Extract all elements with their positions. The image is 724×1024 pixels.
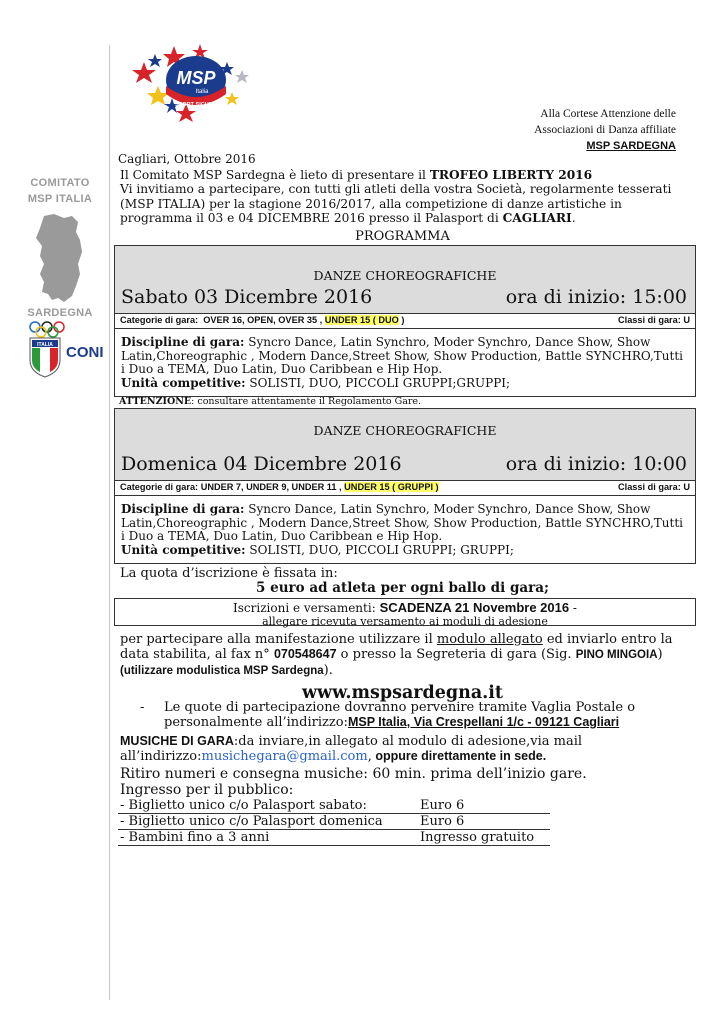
saturday-disciplines — [115, 329, 695, 392]
disciplines-text: Syncro Dance, Latin Synchro, Moder Synchro, Dance Show, Show Latin,Choreographic , Modern Dance,Street Show, Show Production, Battle SYNCHRO,Tutti i Duo a TEMA, Duo Latin, Duo Caribbean e Hip Hop. — [121, 502, 684, 544]
blue-star-icon — [148, 54, 162, 67]
units-text: SOLISTI, DUO, PICCOLI GRUPPI; GRUPPI; — [245, 542, 514, 557]
sidebar-sardegna: SARDEGNA — [27, 307, 93, 319]
price-value: Euro 6 — [420, 814, 465, 829]
participate-text-3: o presso la Segreteria di gara (Sig. — [336, 647, 572, 662]
sunday-classes: Classi di gara: U — [618, 482, 690, 492]
disciplines-label: Discipline di gara: — [121, 335, 245, 349]
participation-paragraph — [120, 632, 690, 679]
categories-values: UNDER 7, UNDER 9, UNDER 11 , — [200, 482, 342, 492]
silver-star-icon — [235, 70, 249, 83]
logo-sub: Italia — [195, 89, 209, 95]
saturday-categories-row — [115, 314, 695, 329]
sunday-disciplines — [115, 496, 695, 559]
saturday-day: Sabato 03 Dicembre 2016 — [121, 286, 373, 308]
units-text: SOLISTI, DUO, PICCOLI GRUPPI;GRUPPI; — [245, 375, 511, 390]
sunday-title: DANZE CHOREOGRAFICHE — [313, 423, 497, 438]
attention-text: : consultare attentamente il Regolamento Gare. — [191, 396, 422, 407]
music-bold-note: oppure direttamente in sede. — [371, 749, 547, 763]
music-comma: , — [367, 749, 372, 764]
deadline-suffix: - — [569, 601, 577, 615]
categories-label: Categorie di gara: — [120, 482, 199, 492]
yellow-star-icon — [225, 92, 239, 105]
intro-invite-line — [120, 182, 685, 225]
sunday-header — [115, 409, 695, 481]
logo-brand: MSP — [176, 68, 216, 88]
sidebar-msp-italia: MSP ITALIA — [27, 193, 93, 205]
saturday-time: ora di inizio: 15:00 — [505, 286, 687, 308]
categories-highlight: UNDER 15 ( DUO — [324, 315, 399, 325]
sidebar-comitato: COMITATO — [30, 177, 90, 189]
deadline-box — [114, 598, 696, 626]
categories-values: OVER 16, OPEN, OVER 35 , — [203, 315, 323, 325]
coni-shield-icon — [28, 336, 62, 378]
payment-address: MSP Italia, Via Crespellani 1/c - 09121 Cagliari — [347, 715, 620, 729]
fax-number: 070548647 — [273, 647, 337, 661]
payment-dash: - — [140, 700, 145, 715]
logo-motto: SPORT SICURO — [175, 102, 217, 108]
modulo-allegato-link[interactable]: modulo allegato — [436, 632, 543, 647]
sidebar-divider — [109, 45, 110, 1000]
deadline-line — [115, 600, 695, 615]
payment-text — [164, 700, 700, 730]
attention-label: ATTENZIONE — [119, 396, 192, 407]
intro-paragraph — [120, 168, 685, 226]
italia-label: ITALIA — [37, 342, 53, 348]
price-value: Euro 6 — [420, 798, 465, 813]
disciplines-label: Discipline di gara: — [121, 502, 245, 516]
contact-person: PINO MINGOIA — [575, 649, 658, 661]
intro-invite: Vi invitiamo a partecipare, con tutti gli atleti della vostra Società, regolarmente tesserati (MSP ITALIA) per la stagione 2016/2017, alla competizione di danze artistiche in programma il 03 e 04 DICEMBRE 2016 presso il Palasport di — [120, 182, 672, 226]
msp-logo — [130, 42, 255, 124]
categories-end: ) — [401, 315, 405, 325]
programma-heading: PROGRAMMA — [355, 229, 450, 244]
attention-note — [114, 396, 694, 407]
price-name: - Biglietto unico c/o Palasport sabato: — [120, 798, 367, 813]
sunday-categories-row — [115, 481, 695, 496]
price-row — [118, 798, 550, 814]
music-text: :da inviare,in allegato al modulo di adesione,via mail all’indirizzo: — [120, 734, 583, 764]
price-row — [118, 814, 550, 830]
intro-line — [120, 168, 685, 182]
yellow-star-icon — [147, 86, 169, 105]
ritiro-note: Ritiro numeri e consegna musiche: 60 min. prima dell’inizio gare. — [120, 766, 587, 782]
saturday-classes: Classi di gara: U — [618, 315, 690, 325]
coni-label: CONI — [66, 344, 104, 361]
ingresso-heading: Ingresso per il pubblico: — [120, 782, 294, 798]
event-city: CAGLIARI — [502, 211, 572, 226]
price-value: Ingresso gratuito — [420, 830, 535, 845]
participate-text-5: ). — [323, 663, 333, 678]
categories-highlight: UNDER 15 ( GRUPPI ) — [344, 482, 439, 492]
deadline-note: allegare ricevuta versamento ai moduli di adesione — [262, 615, 548, 628]
sunday-time: ora di inizio: 10:00 — [505, 453, 687, 475]
intro-presents: Il Comitato MSP Sardegna è lieto di presentare il — [120, 168, 426, 182]
saturday-categories — [120, 315, 404, 325]
saturday-section — [114, 245, 696, 397]
document-date: Cagliari, Ottobre 2016 — [118, 152, 256, 166]
payment-note — [140, 700, 700, 730]
music-email-link[interactable]: musichegara@gmail.com — [201, 749, 368, 764]
address-line-1: Alla Cortese Attenzione delle — [540, 108, 676, 120]
sunday-day: Domenica 04 Dicembre 2016 — [121, 453, 402, 475]
saturday-title: DANZE CHOREOGRAFICHE — [313, 268, 497, 283]
sunday-section — [114, 408, 696, 564]
participate-text-4: ) — [657, 647, 663, 662]
participate-text-2: ed inviarlo entro la data stabilita, al fax n° — [120, 632, 673, 662]
msp-logo-graphic — [130, 42, 255, 124]
payment-description: Le quote di partecipazione dovranno pervenire tramite Vaglia Postale o personalmente all’indirizzo: — [164, 700, 636, 730]
music-label: MUSICHE DI GARA — [120, 734, 234, 748]
price-name: - Bambini fino a 3 anni — [120, 830, 270, 845]
units-label: Unità competitive: — [121, 375, 246, 390]
website-link[interactable]: www.mspsardegna.it — [301, 683, 504, 703]
units-label: Unità competitive: — [121, 542, 246, 557]
disciplines-text: Syncro Dance, Latin Synchro, Moder Synchro, Dance Show, Show Latin,Choreographic , Modern Dance,Street Show, Show Production, Battle SYNCHRO,Tutti i Duo a TEMA, Duo Latin, Duo Caribbean e Hip Hop. — [121, 335, 684, 377]
categories-label: Categorie di gara: — [120, 315, 199, 325]
quota-amount: 5 euro ad atleta per ogni ballo di gara; — [256, 580, 549, 596]
price-name: - Biglietto unico c/o Palasport domenica — [120, 814, 383, 829]
quota-intro: La quota d’iscrizione è fissata in: — [120, 566, 338, 581]
price-row — [118, 830, 550, 846]
recipient-address — [440, 106, 676, 154]
address-line-2: Associazioni di Danza affiliate — [534, 124, 676, 136]
intro-dot: . — [571, 211, 576, 226]
event-name: TROFEO LIBERTY 2016 — [429, 168, 593, 182]
deadline-date: SCADENZA 21 Novembre 2016 — [379, 600, 570, 615]
deadline-prefix: Iscrizioni e versamenti: — [233, 601, 376, 615]
saturday-header — [115, 246, 695, 314]
participate-text-1: per partecipare alla manifestazione utilizzare il — [120, 632, 433, 647]
modulistica-note: (utilizzare modulistica MSP Sardegna — [120, 665, 324, 677]
music-note — [120, 734, 700, 764]
sunday-categories — [120, 482, 439, 492]
address-line-3: MSP SARDEGNA — [586, 140, 676, 152]
sardinia-map-icon — [30, 212, 90, 304]
